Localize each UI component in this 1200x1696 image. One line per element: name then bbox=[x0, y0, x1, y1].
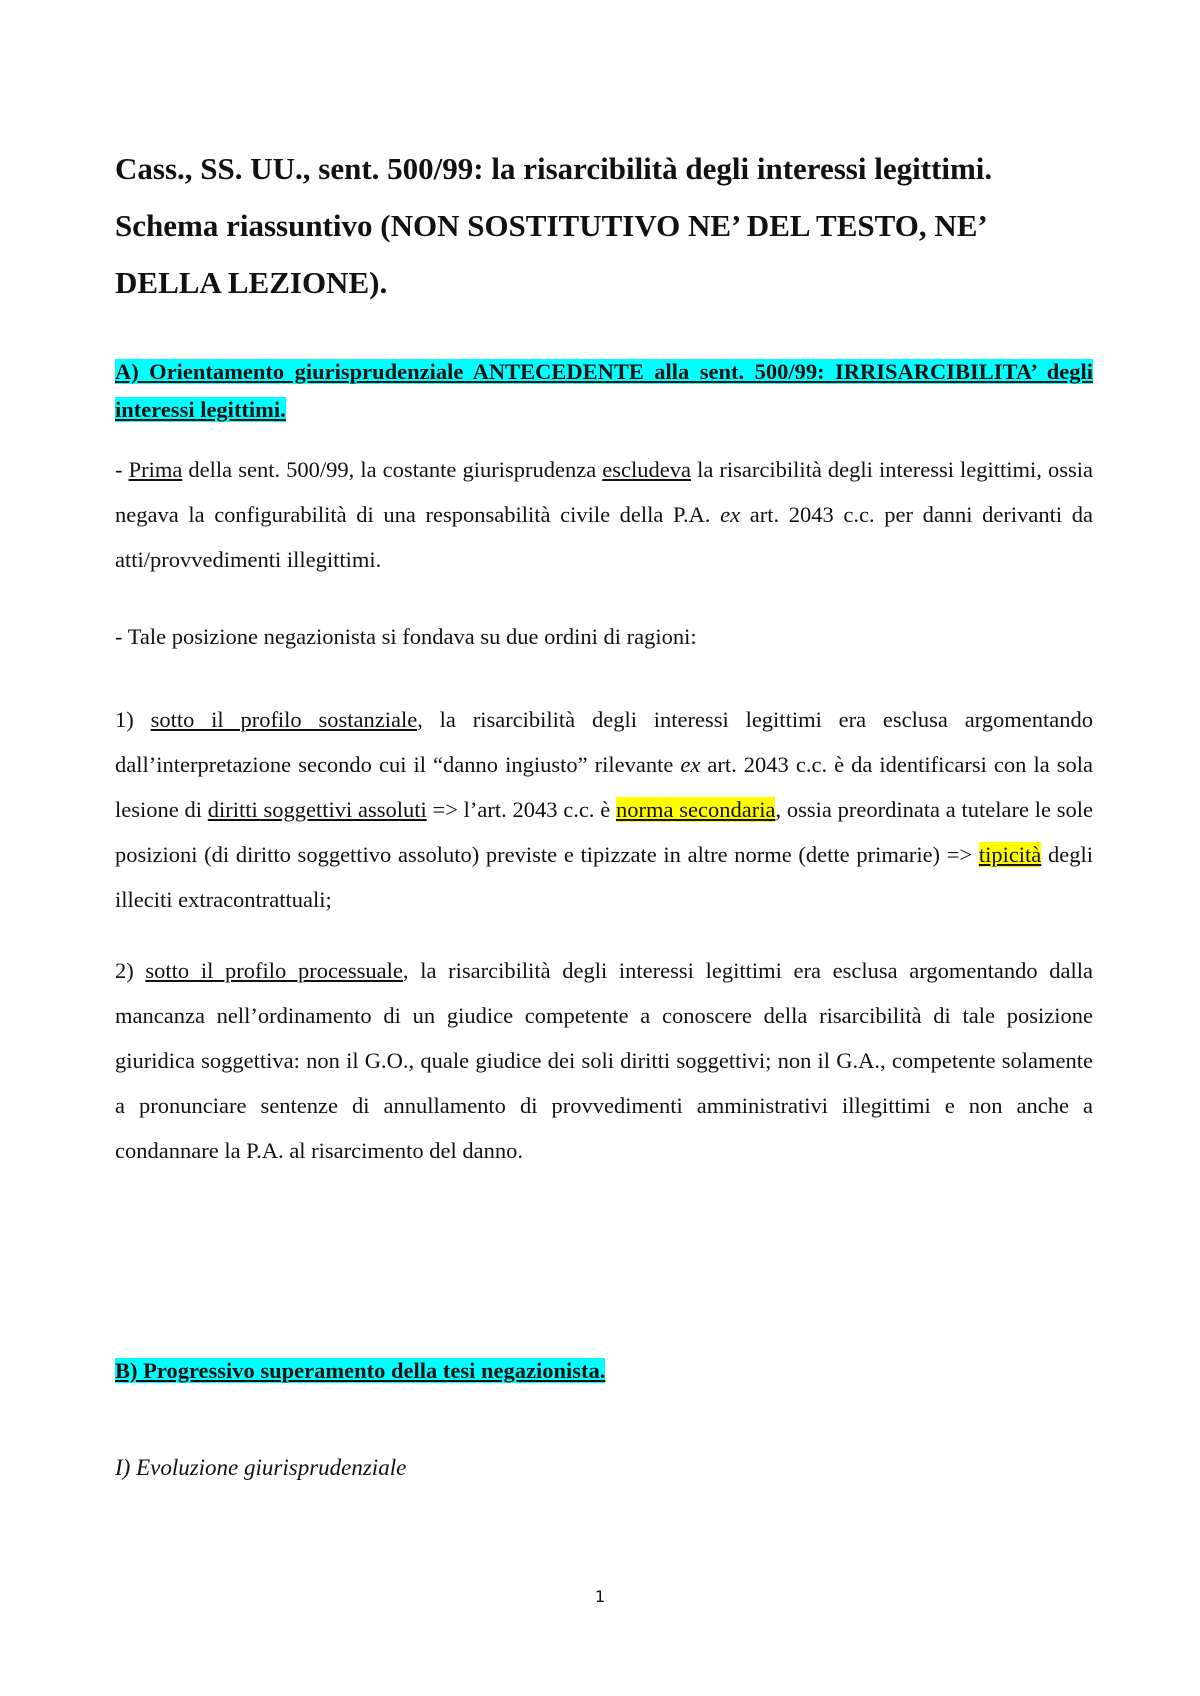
item1-tipicita: tipicità bbox=[978, 842, 1042, 867]
item1-ex: ex bbox=[680, 752, 701, 777]
para1-escludeva: escludeva bbox=[602, 457, 691, 482]
item1-norma-secondaria: norma secondaria bbox=[616, 797, 776, 822]
paragraph-tale-posizione: - Tale posizione negazionista si fondava su due ordini di ragioni: bbox=[115, 624, 697, 649]
title-line-1: Cass., SS. UU., sent. 500/99: la risarcibilità degli interessi legittimi. bbox=[115, 151, 993, 186]
list-item-1 bbox=[115, 697, 1093, 922]
item1-profilo: sotto il profilo sostanziale bbox=[150, 707, 418, 732]
para1-text-2: la risarcibilità degli interessi legittimi, ossia negava la configurabilità di una responsabilità civile della P.A. bbox=[115, 457, 1093, 527]
item1-text-1: , la risarcibilità degli interessi legittimi era esclusa argomentando dall’interpretazione secondo cui il “danno ingiusto” rilevante bbox=[115, 707, 1093, 777]
para1-text-1: della sent. 500/99, la costante giurisprudenza bbox=[182, 457, 603, 482]
section-a-heading-block bbox=[115, 353, 1093, 429]
para1-text-3: art. 2043 c.c. per danni derivanti da atti/provvedimenti illegittimi. bbox=[115, 502, 1093, 572]
item1-text-3: => l’art. 2043 c.c. è bbox=[426, 797, 617, 822]
item2-text-1: , la risarcibilità degli interessi legittimi era esclusa argomentando dalla mancanza nell’ordinamento di un giudice competente a conoscere della risarcibilità di tale posizione giuridica soggettiva: non il G.O., quale giudice dei soli diritti soggettivi; non il G.A., competente solamente a pronunciare sentenze di annullamento di provvedimenti amministrativi illegittimi e non anche a condannare la P.A. al risarcimento del danno. bbox=[115, 958, 1093, 1163]
item1-number: 1) bbox=[115, 707, 151, 732]
page-number: 1 bbox=[594, 1587, 606, 1606]
subsection-i-heading: I) Evoluzione giurisprudenziale bbox=[115, 1455, 407, 1480]
item2-number: 2) bbox=[115, 958, 146, 983]
item2-profilo: sotto il profilo processuale bbox=[145, 958, 403, 983]
item1-diritti: diritti soggettivi assoluti bbox=[207, 797, 427, 822]
title-line-2: Schema riassuntivo (NON SOSTITUTIVO NE’ DEL TESTO, NE’ DELLA LEZIONE). bbox=[115, 208, 986, 300]
para1-prefix: - bbox=[115, 457, 129, 482]
section-b-heading: B) Progressivo superamento della tesi negazionista. bbox=[115, 1358, 606, 1383]
list-item-2 bbox=[115, 948, 1093, 1173]
item1-text-2: art. 2043 c.c. è da identificarsi con la sola lesione di bbox=[115, 752, 1093, 822]
para1-ex: ex bbox=[720, 502, 741, 527]
paragraph-prima bbox=[115, 447, 1093, 582]
section-a-heading: A) Orientamento giurisprudenziale ANTECEDENTE alla sent. 500/99: IRRISARCIBILITA’ degli interessi legittimi. bbox=[115, 359, 1093, 422]
section-b-heading-block bbox=[115, 1352, 1093, 1390]
item1-text-4: , ossia preordinata a tutelare le sole posizioni (di diritto soggettivo assoluto) previste e tipizzate in altre norme (dette primarie) => bbox=[115, 797, 1093, 867]
para1-prima: Prima bbox=[128, 457, 183, 482]
document-title bbox=[115, 140, 1093, 311]
item1-text-5: degli illeciti extracontrattuali; bbox=[115, 842, 1093, 912]
